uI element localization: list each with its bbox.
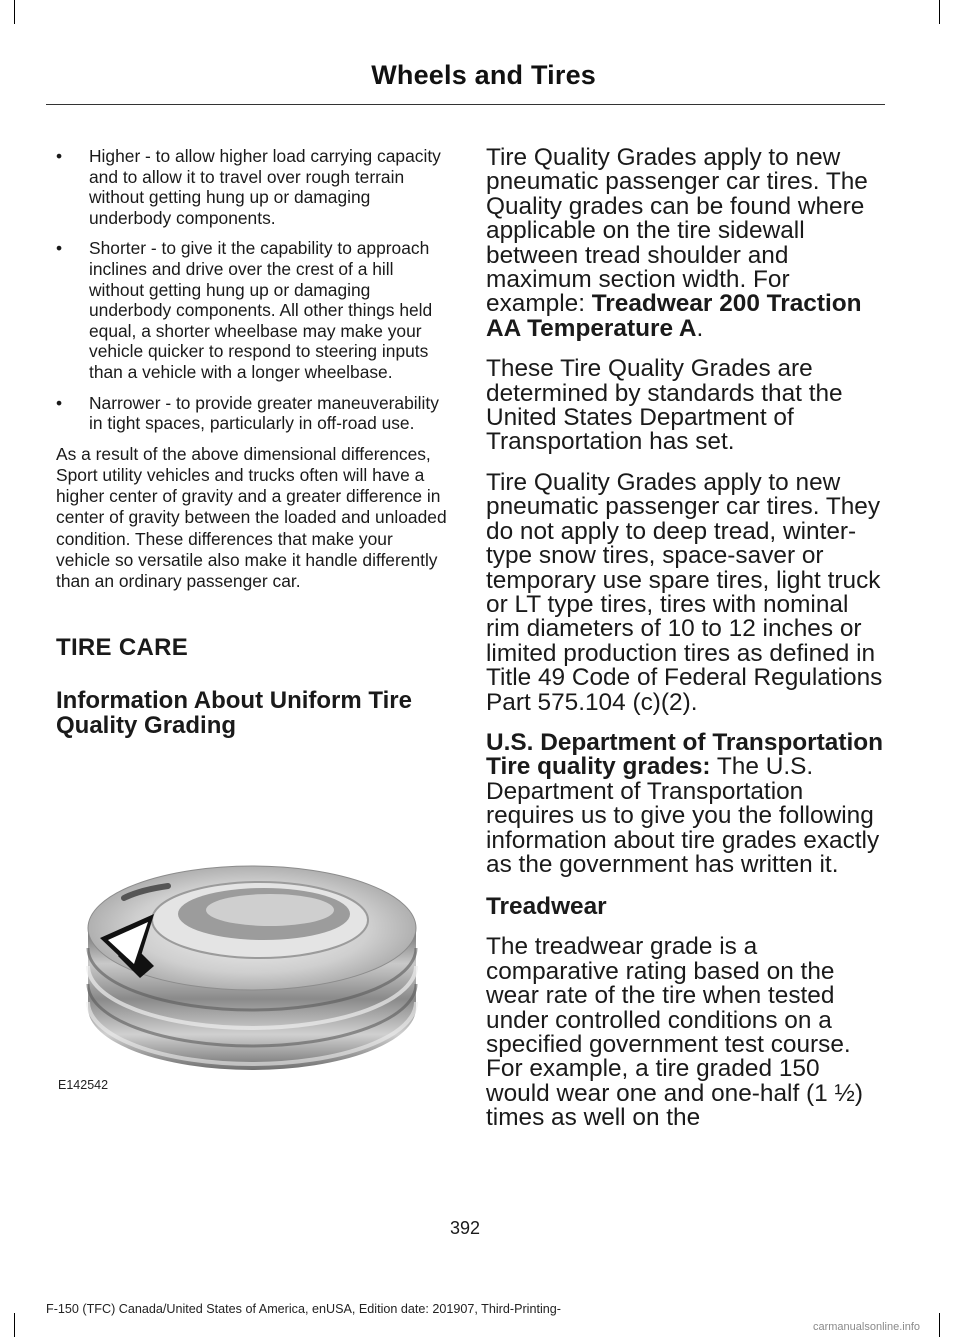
paragraph-text: Tire Quality Grades apply to new pneumatic passenger car tires. The Quality grades can be found where applicable on the tire sidewall between tread shoulder and maximum section width. For example:	[486, 144, 868, 318]
dot-grades-heading: U.S. Department of Transportation Tire quality grades:	[486, 728, 884, 781]
header-divider	[46, 104, 885, 105]
list-item	[56, 393, 448, 434]
figure-id-label: E142542	[58, 1078, 109, 1092]
body-paragraph: These Tire Quality Grades are determined by standards that the United States Department of Transportation has set.	[486, 355, 843, 456]
page-number: 392	[449, 1218, 481, 1238]
paragraph-text: The U.S. Department of Transportation requires us to give you the following information about tire grades exactly as the government has written it.	[486, 753, 880, 878]
crop-mark	[14, 0, 15, 24]
page-header-title: Wheels and Tires	[371, 60, 596, 90]
bullet-marker: •	[56, 238, 63, 259]
treadwear-heading: Treadwear	[486, 893, 607, 921]
subsection-heading: Information About Uniform Tire Quality Grading	[56, 687, 412, 740]
body-paragraph: Tire Quality Grades apply to new pneumatic passenger car tires. They do not apply to deep tread, winter-type snow tires, space-saver or temporary use spare tires, light truck or LT type tires, tires with nominal rim diameters of 10 to 12 inches or limited production tires as defined in Title 49 Code of Federal Regulations Part 575.104 (c)(2).	[486, 468, 883, 716]
crop-mark	[14, 1313, 15, 1337]
body-paragraph	[486, 146, 886, 341]
body-paragraph: As a result of the above dimensional differences, Sport utility vehicles and trucks often will have a higher center of gravity and a greater difference in center of gravity between the loaded and unloaded condition. These differences that make your vehicle so versatile also make it handle differently than an ordinary passenger car.	[56, 443, 447, 591]
bullet-marker: •	[56, 392, 63, 413]
left-column	[56, 146, 448, 738]
bullet-list	[56, 146, 448, 434]
tire-illustration	[56, 852, 446, 1102]
bullet-text: Narrower - to provide greater maneuverability in tight spaces, particularly in off-road use.	[89, 392, 439, 434]
bullet-text: Higher - to allow higher load carrying capacity and to allow it to travel over rough terrain without getting hung up or damaging underbody components.	[89, 146, 441, 228]
section-heading: TIRE CARE	[56, 634, 189, 662]
body-paragraph: The treadwear grade is a comparative rating based on the wear rate of the tire when tested under controlled conditions on a specified government test course. For example, a tire graded 150 would wear one and one-half (1 ½) times as well on the	[486, 933, 863, 1132]
bullet-marker: •	[56, 146, 63, 166]
body-paragraph	[486, 728, 886, 878]
crop-mark	[939, 0, 940, 24]
footer-edition-info: F-150 (TFC) Canada/United States of America, enUSA, Edition date: 201907, Third-Printing-	[46, 1302, 561, 1316]
crop-mark	[939, 1313, 940, 1337]
list-item	[56, 238, 448, 382]
paragraph-end: .	[696, 314, 704, 342]
grade-example-bold: Treadwear 200 Traction AA Temperature A	[486, 290, 862, 342]
list-item	[56, 146, 448, 228]
right-column	[486, 146, 886, 1147]
watermark: carmanualsonline.info	[812, 1321, 920, 1333]
bullet-text: Shorter - to give it the capability to approach inclines and drive over the crest of a hill without getting hung up or damaging underbody components. All other things held equal, a shorter wheelbase may make your vehicle quicker to respond to steering inputs than a vehicle with a longer wheelbase.	[89, 238, 433, 382]
